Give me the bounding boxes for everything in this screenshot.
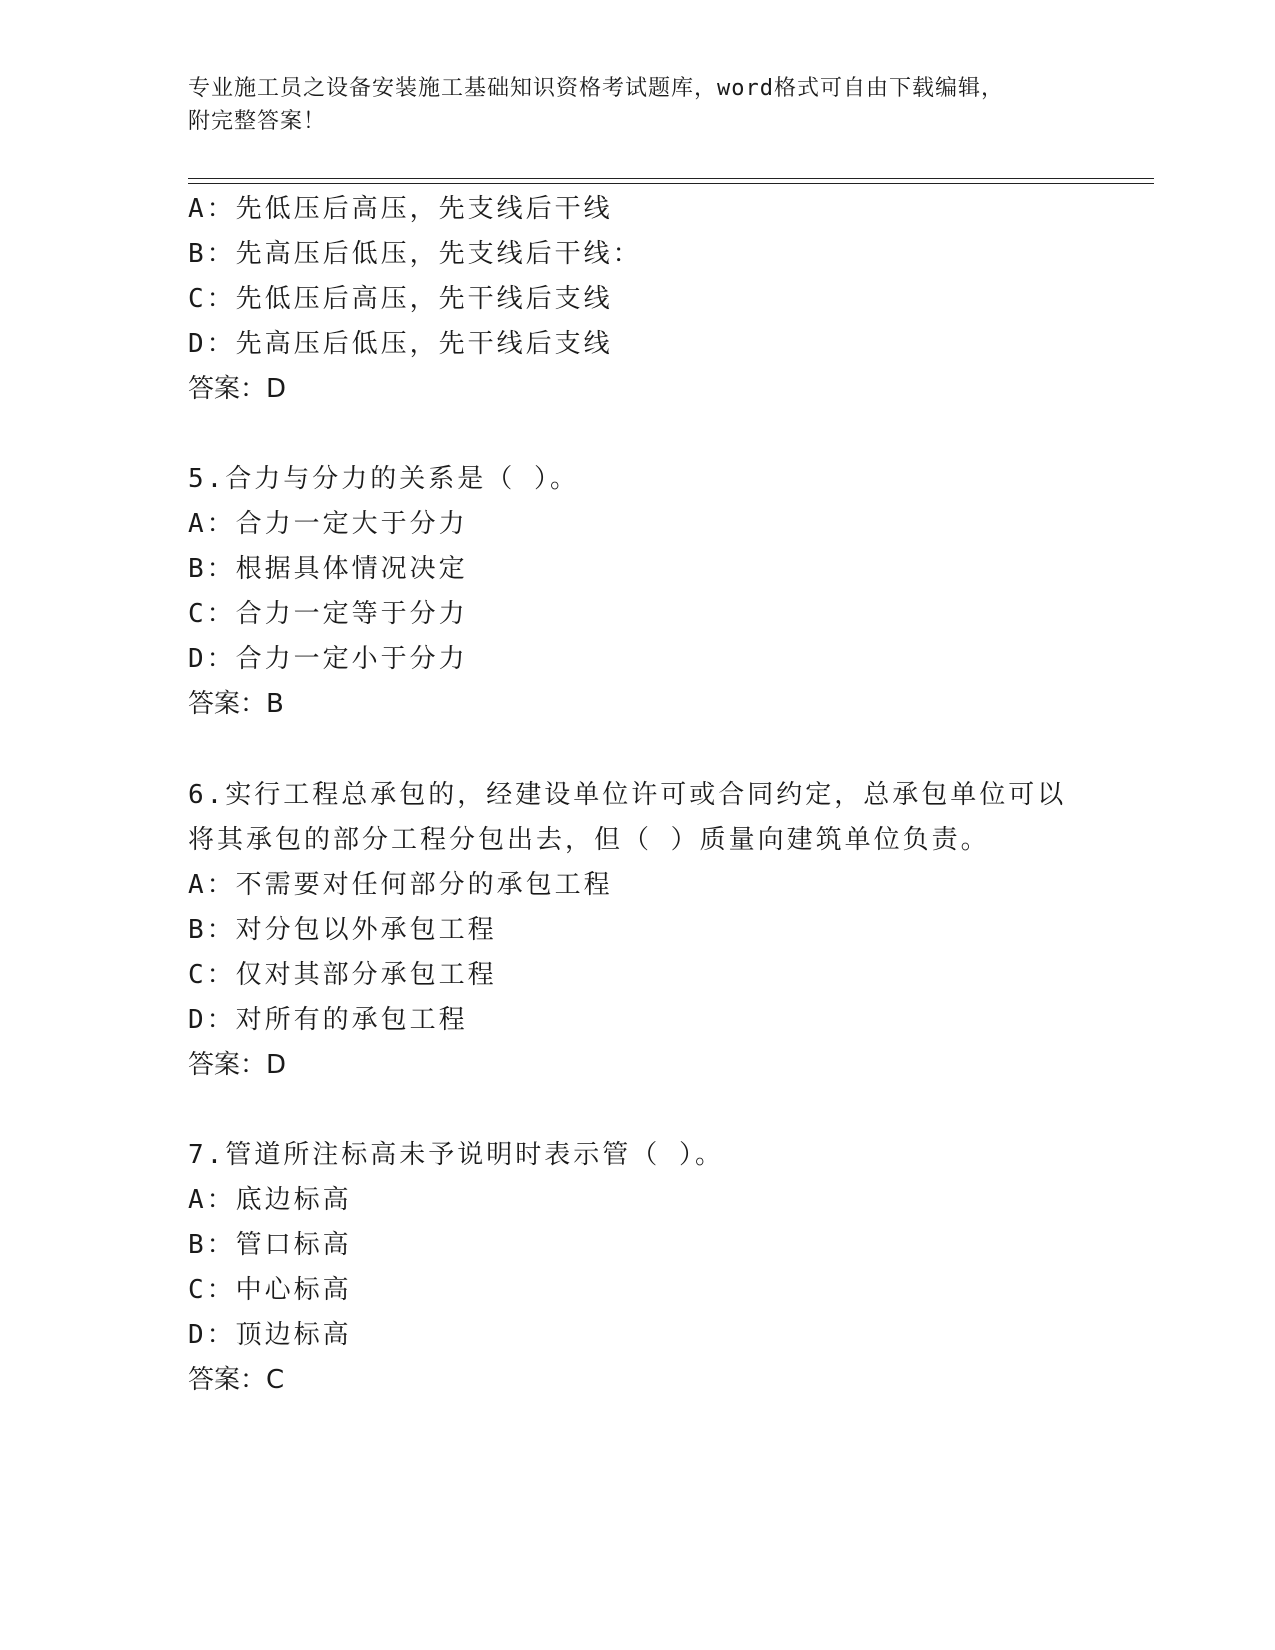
q7-option-c: C：中心标高 <box>188 1275 352 1305</box>
page-header <box>188 72 1088 138</box>
q6-option-d: D：对所有的承包工程 <box>188 1005 468 1035</box>
q5-question: 5.合力与分力的关系是（ ）。 <box>188 464 579 494</box>
q7-answer: 答案：C <box>188 1365 285 1395</box>
q5-option-c: C：合力一定等于分力 <box>188 599 468 629</box>
q4-option-c: C：先低压后高压，先干线后支线 <box>188 284 613 314</box>
header-title-line-2: 附完整答案！ <box>188 109 327 134</box>
q6-answer: 答案：D <box>188 1050 287 1080</box>
q5-option-b: B：根据具体情况决定 <box>188 554 468 584</box>
q7-option-d: D：顶边标高 <box>188 1320 352 1350</box>
q7-option-a: A：底边标高 <box>188 1185 352 1215</box>
q6-option-b: B：对分包以外承包工程 <box>188 915 497 945</box>
q5-option-d: D：合力一定小于分力 <box>188 644 468 674</box>
q7-question: 7.管道所注标高未予说明时表示管（ ）。 <box>188 1140 724 1170</box>
q7-option-b: B：管口标高 <box>188 1230 352 1260</box>
q5-answer: 答案：B <box>188 689 284 719</box>
q6-option-a: A：不需要对任何部分的承包工程 <box>188 870 613 900</box>
q4-option-b: B：先高压后低压，先支线后干线： <box>188 239 642 269</box>
header-title-line-1: 专业施工员之设备安装施工基础知识资格考试题库，word格式可自由下载编辑， <box>188 76 1004 101</box>
q4-option-d: D：先高压后低压，先干线后支线 <box>188 329 613 359</box>
q5-option-a: A：合力一定大于分力 <box>188 509 468 539</box>
q6-option-c: C：仅对其部分承包工程 <box>188 960 497 990</box>
q4-answer: 答案：D <box>188 374 287 404</box>
header-rule-bottom <box>188 183 1154 184</box>
q6-question-line-2: 将其承包的部分工程分包出去，但（ ）质量向建筑单位负责。 <box>188 825 990 855</box>
header-rule-top <box>188 178 1154 179</box>
q6-question-line-1: 6.实行工程总承包的，经建设单位许可或合同约定，总承包单位可以 <box>188 780 1067 810</box>
q4-option-a: A：先低压后高压，先支线后干线 <box>188 194 613 224</box>
